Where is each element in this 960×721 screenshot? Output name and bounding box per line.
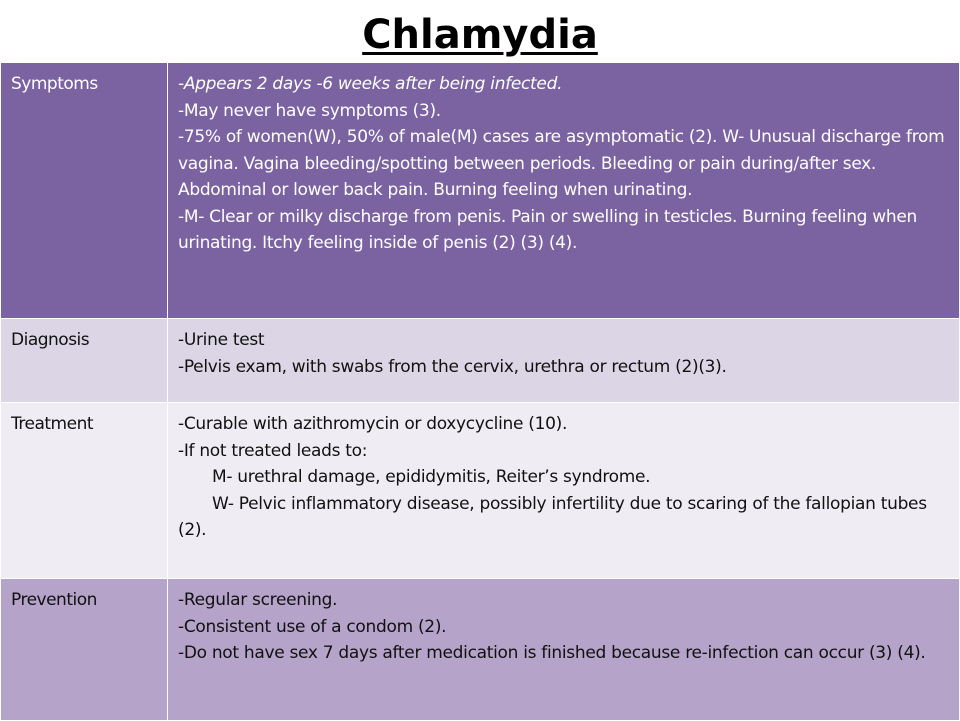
- row-content-symptoms: [168, 63, 960, 319]
- treatment-line-1: -Curable with azithromycin or doxycycline (10).: [178, 414, 568, 434]
- table-row-treatment: [1, 403, 960, 579]
- row-content-treatment: [168, 403, 960, 579]
- table-row-diagnosis: [1, 319, 960, 403]
- treatment-men-effects: M- urethral damage, epididymitis, Reiter’s syndrome.: [212, 467, 651, 487]
- prevention-line-1: -Regular screening.: [178, 590, 338, 610]
- page-title: Chlamydia: [362, 12, 598, 58]
- treatment-line-4: [178, 491, 950, 544]
- table-row-symptoms: [1, 63, 960, 319]
- symptoms-line-4: -M- Clear or milky discharge from penis. Pain or swelling in testicles. Burning feeling when urinating. Itchy feeling inside of penis (2) (3) (4).: [178, 206, 917, 253]
- row-content-diagnosis: [168, 319, 960, 403]
- prevention-line-2: -Consistent use of a condom (2).: [178, 616, 447, 637]
- row-content-prevention: [168, 579, 960, 721]
- symptoms-line-2: -May never have symptoms (3).: [178, 100, 441, 121]
- prevention-line-3: -Do not have sex 7 days after medication is finished because re-infection can occur (3) (4).: [178, 643, 926, 663]
- treatment-line-3: [178, 464, 950, 491]
- row-label-treatment: Treatment: [1, 403, 168, 579]
- symptoms-line-3: -75% of women(W), 50% of male(M) cases are asymptomatic (2). W- Unusual discharge from vagina. Vagina bleeding/spotting between periods. Bleeding or pain during/after sex. Abdominal or lower back pain. Burning feeling when urinating.: [178, 127, 945, 200]
- row-label-diagnosis: Diagnosis: [1, 319, 168, 403]
- row-label-prevention: Prevention: [1, 579, 168, 721]
- treatment-line-2: -If not treated leads to:: [178, 440, 368, 461]
- diagnosis-line-2: -Pelvis exam, with swabs from the cervix, urethra or rectum (2)(3).: [178, 356, 727, 377]
- row-label-symptoms: Symptoms: [1, 63, 168, 319]
- info-table: [0, 62, 960, 721]
- symptoms-line-1: -Appears 2 days -6 weeks after being infected.: [178, 74, 563, 94]
- diagnosis-line-1: -Urine test: [178, 330, 265, 350]
- table-row-prevention: [1, 579, 960, 721]
- treatment-women-effects: W- Pelvic inflammatory disease, possibly infertility due to scaring of the fallopian tubes (2).: [178, 493, 927, 540]
